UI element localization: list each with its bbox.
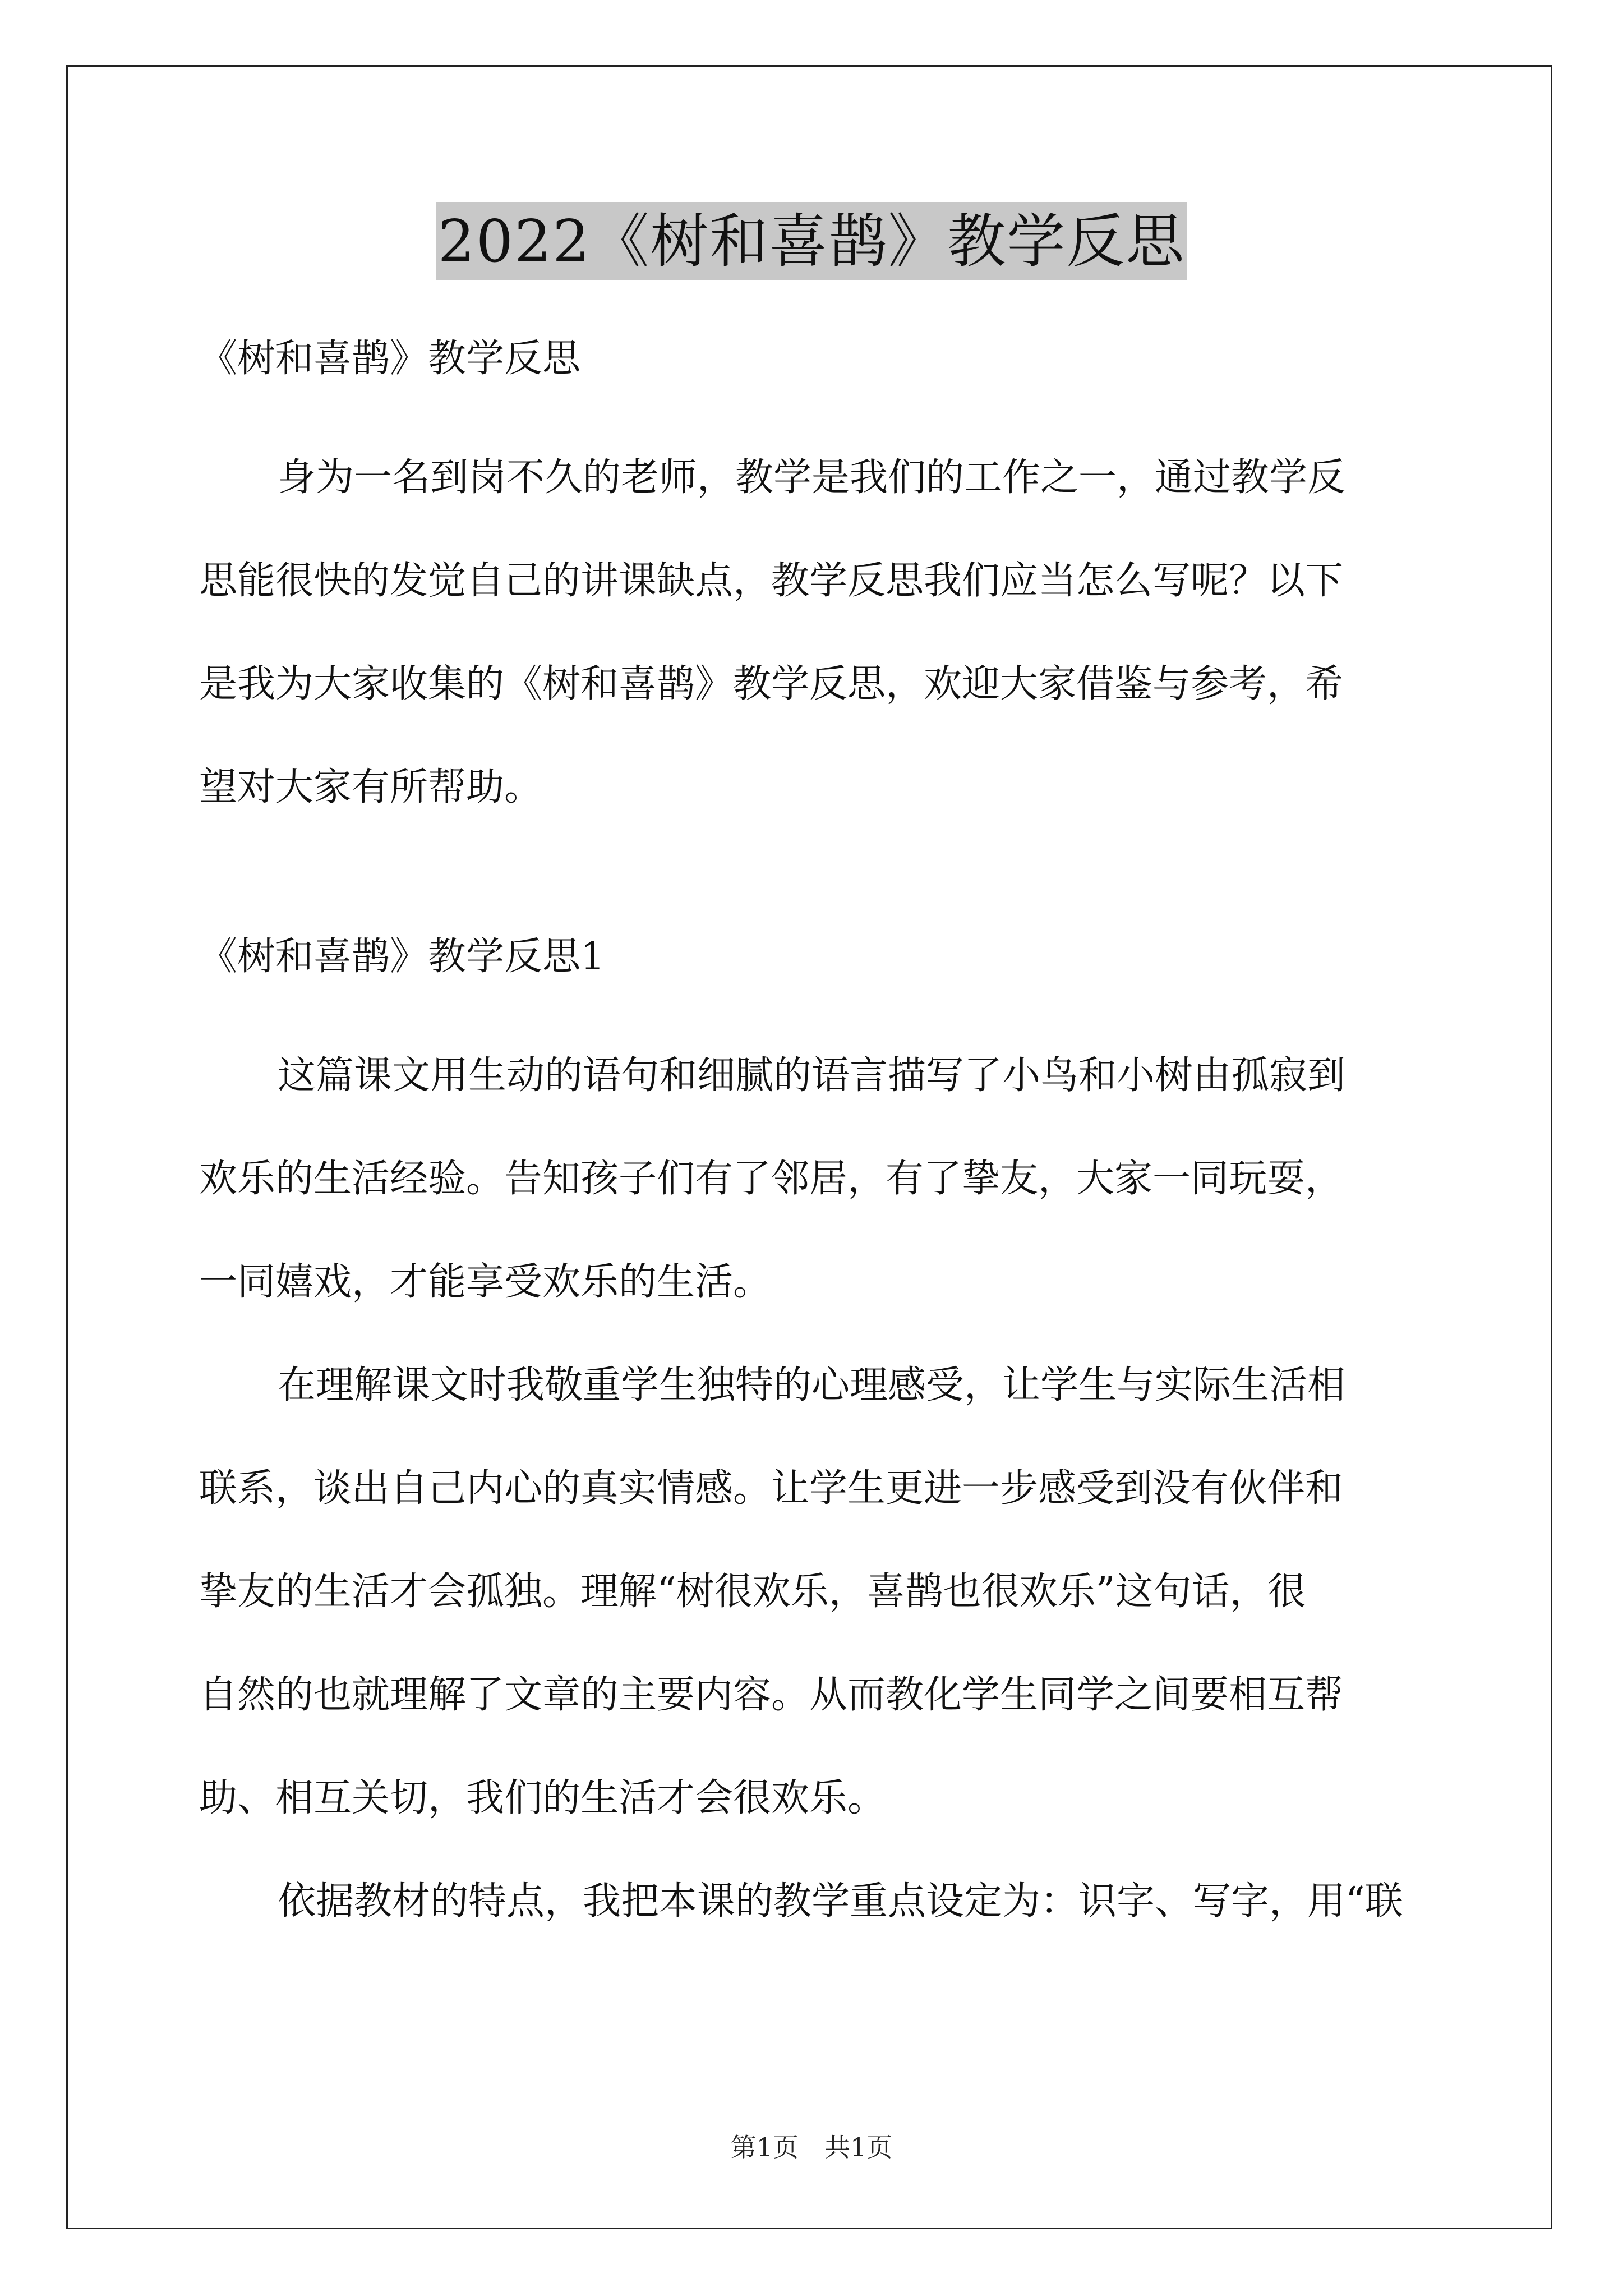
title-container [0, 202, 1623, 280]
intro-line: 是我为大家收集的《树和喜鹊》教学反思，欢迎大家借鉴与参考，希 [199, 662, 1344, 706]
paragraph-3 [199, 1850, 1433, 1953]
paragraph-line: 自然的也就理解了文章的主要内容。从而教化学生同学之间要相互帮 [199, 1673, 1344, 1717]
paragraph-line: 挚友的生活才会孤独。理解“树很欢乐，喜鹊也很欢乐”这句话，很 [199, 1570, 1306, 1614]
paragraph-line: 在理解课文时我敬重学生独特的心理感受，让学生与实际生活相 [278, 1363, 1346, 1407]
paragraph-1 [199, 1024, 1433, 1334]
paragraph-line: 一同嬉戏，才能享受欢乐的生活。 [199, 1260, 772, 1304]
paragraph-line: 这篇课文用生动的语句和细腻的语言描写了小鸟和小树由孤寂到 [278, 1053, 1346, 1098]
paragraph-2 [199, 1334, 1433, 1850]
document-body [199, 325, 1433, 1953]
paragraph-line: 助、相互关切，我们的生活才会很欢乐。 [199, 1776, 886, 1820]
document-subtitle: 《树和喜鹊》教学反思 [199, 337, 581, 381]
page-footer: 第1页 共1页 [730, 2132, 893, 2162]
intro-line: 思能很快的发觉自己的讲课缺点，教学反思我们应当怎么写呢？以下 [199, 559, 1344, 603]
paragraph-line: 联系，谈出自己内心的真实情感。让学生更进一步感受到没有伙伴和 [199, 1466, 1344, 1511]
intro-paragraph [199, 426, 1433, 839]
intro-line: 身为一名到岗不久的老师，教学是我们的工作之一，通过教学反 [278, 455, 1346, 500]
paragraph-line: 欢乐的生活经验。告知孩子们有了邻居，有了挚友，大家一同玩耍， [199, 1157, 1344, 1201]
document-title: 2022《树和喜鹊》教学反思 [436, 202, 1188, 280]
paragraph-line: 依据教材的特点，我把本课的教学重点设定为：识字、写字，用“联 [278, 1879, 1403, 1924]
intro-line: 望对大家有所帮助。 [199, 765, 543, 809]
section-heading: 《树和喜鹊》教学反思1 [199, 935, 605, 979]
